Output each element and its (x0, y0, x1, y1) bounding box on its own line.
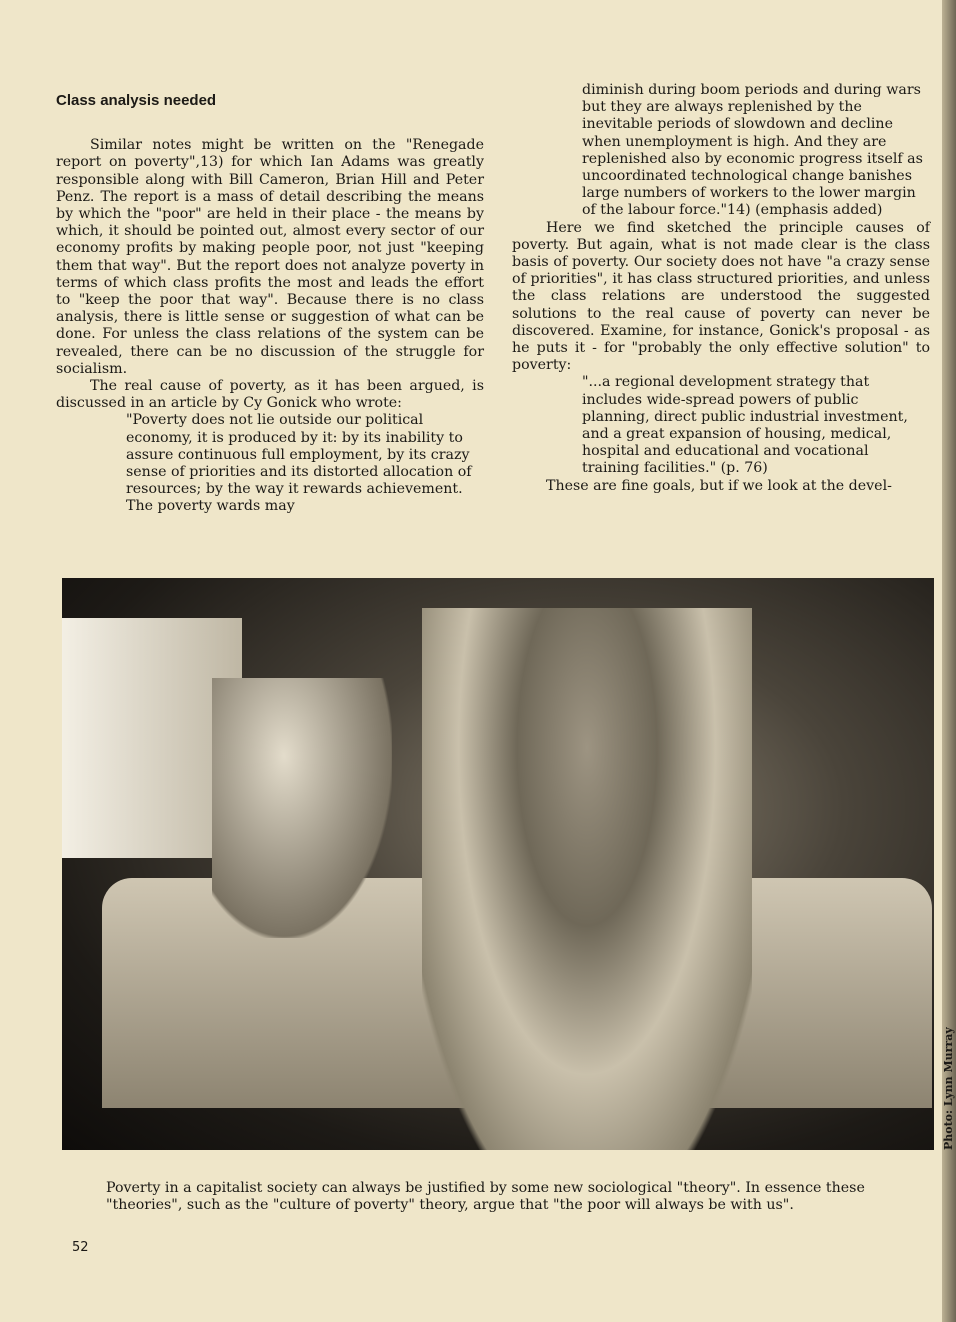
paragraph-renegade-report: Similar notes might be written on the "Renegade report on poverty",13) for which Ian Adams was greatly responsible along with Bill Cameron, Brian Hill and Peter Penz. The report is a mass of detail describing the means by which the "poor" are held in their place - the means by which, it should be pointed out, almost every sector of our economy profits by making people poor, not just "keeping them that way". But the report does not analyze poverty in terms of which class profits the most and leads the effort to "keep the poor that way". Because there is no class analysis, there is little sense or suggestion of what can be done. For unless the class relations of the system can be revealed, there can be no discussion of the struggle for socialism. (56, 137, 484, 377)
regional-strategy-quote: "...a regional development strategy that includes wide-spread powers of public planning, direct public industrial investment, and a great expansion of housing, medical, hospital and educational and vocational training facilities." (p. 76) (582, 374, 908, 477)
section-heading: Class analysis needed (56, 92, 217, 109)
photo-woman (422, 608, 752, 1150)
left-column (56, 92, 484, 516)
photo-man (212, 678, 392, 938)
paragraph-fine-goals: These are fine goals, but if we look at the devel- (546, 477, 892, 494)
photo-credit: Photo: Lynn Murray (942, 1027, 955, 1150)
paragraph-class-basis: Here we find sketched the principle causes of poverty. But again, what is not made clear is the class basis of poverty. Our society does not have "a crazy sense of priorities", it has class structured priorities, and unless the class relations are understood the suggested solutions to the real cause of poverty can never be discovered. Examine, for instance, Gonick's proposal - as he puts it - for "probably the only effective solution" to poverty: (512, 219, 930, 374)
photo (62, 578, 934, 1150)
right-column (512, 82, 930, 495)
page-number: 52 (72, 1240, 89, 1255)
gonick-quote: "Poverty does not lie outside our political economy, it is produced by it: by its inability to assure continuous full employment, by its crazy sense of priorities and its distorted allocation of resources; by the way it rewards achievement. The poverty wards may (126, 412, 472, 515)
photo-caption: Poverty in a capitalist society can always be justified by some new sociological "theory". In essence these "theories", such as the "culture of poverty" theory, argue that "the poor will always be with us". (106, 1180, 865, 1213)
gonick-quote-continued: diminish during boom periods and during wars but they are always replenished by the inevitable periods of slowdown and decline when unemployment is high. And they are replenished also by economic progress itself as uncoordinated technological change banishes large numbers of workers to the lower margin of the labour force."14) (emphasis added) (582, 82, 923, 219)
paragraph-real-cause: The real cause of poverty, as it has been argued, is discussed in an article by Cy Gonick who wrote: (56, 378, 484, 412)
